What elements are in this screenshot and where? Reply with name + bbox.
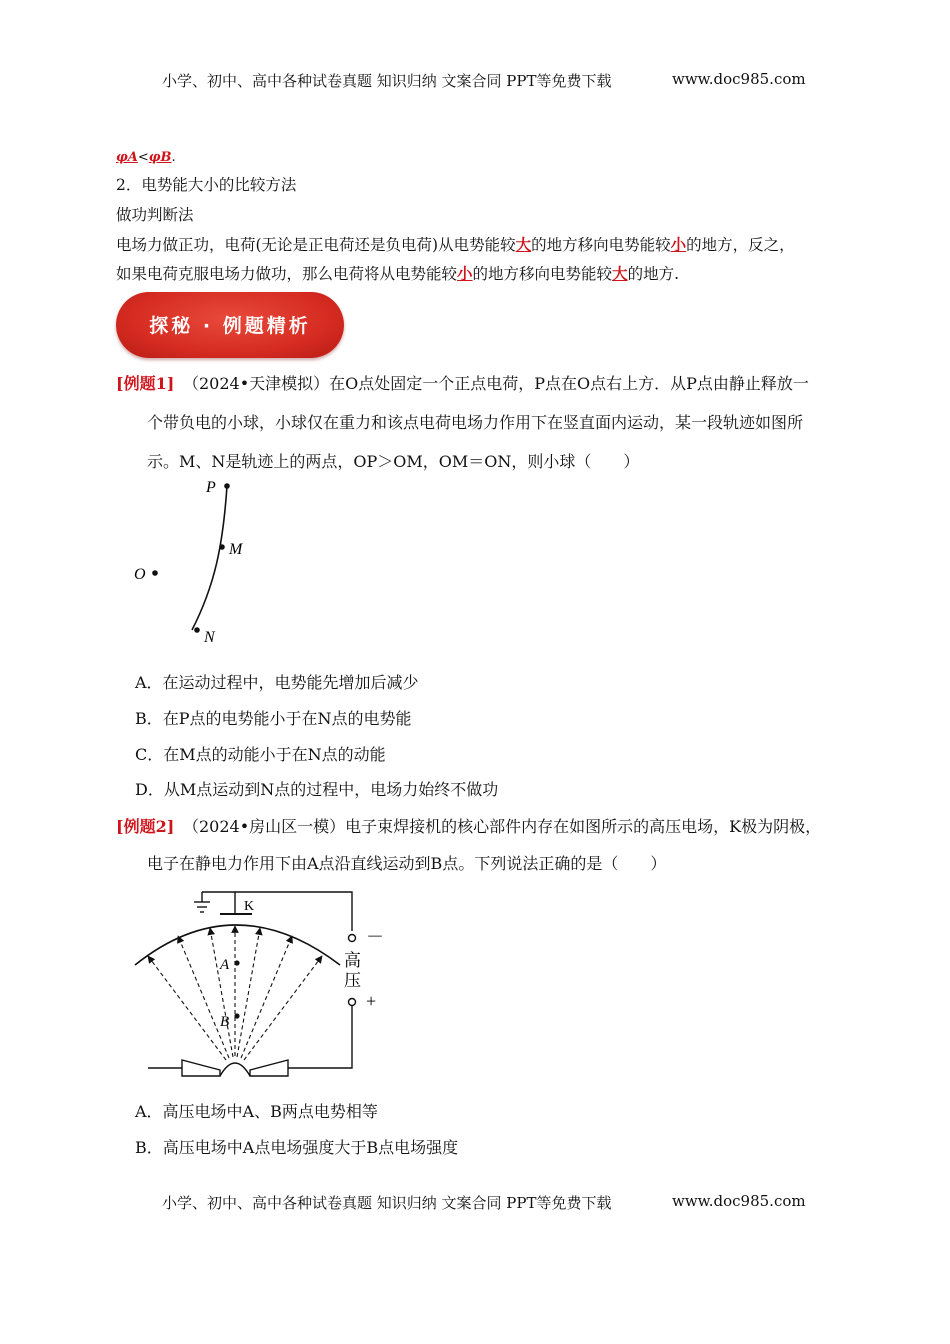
example1-option-a[interactable]: A．在运动过程中，电势能先增加后减少 bbox=[135, 673, 419, 692]
label-a: A bbox=[220, 957, 230, 973]
phi-b: φB bbox=[148, 150, 172, 165]
example1-figure bbox=[120, 470, 260, 650]
point-a-dot bbox=[234, 960, 239, 965]
section-line-2 bbox=[116, 262, 679, 284]
point-o-dot bbox=[152, 570, 158, 576]
label-o: O bbox=[134, 566, 146, 583]
highlight-big: 大 bbox=[612, 264, 628, 283]
examples-banner bbox=[116, 292, 344, 358]
line1-text-c: 的地方，反之， bbox=[686, 236, 795, 254]
example2-line-1: （2024•房山区一模）电子束焊接机的核心部件内存在如图所示的高压电场，K极为阴极， bbox=[183, 817, 822, 836]
period: . bbox=[171, 150, 176, 165]
label-n: N bbox=[204, 629, 215, 646]
example1-tag: [例题1] bbox=[116, 374, 175, 393]
example2-option-a[interactable]: A．高压电场中A、B两点电势相等 bbox=[135, 1102, 378, 1121]
line1-text-b: 的地方移向电势能较 bbox=[531, 236, 671, 254]
potential-comparison bbox=[116, 146, 176, 165]
ground-icon bbox=[194, 892, 210, 912]
header-left: 小学、初中、高中各种试卷真题 知识归纳 文案合同 PPT等免费下载 bbox=[162, 72, 612, 90]
field-lines bbox=[148, 926, 322, 1060]
point-b-dot bbox=[234, 1013, 239, 1018]
example1-option-d[interactable]: D．从M点运动到N点的过程中，电场力始终不做功 bbox=[135, 780, 499, 799]
label-ya: 压 bbox=[344, 971, 361, 990]
arc-anode bbox=[135, 925, 340, 965]
label-b: B bbox=[220, 1014, 230, 1030]
label-gao: 高 bbox=[344, 951, 361, 970]
example1-option-c[interactable]: C．在M点的动能小于在N点的动能 bbox=[135, 745, 386, 764]
right-electrode bbox=[250, 1060, 288, 1076]
footer-url[interactable]: www.doc985.com bbox=[672, 1192, 806, 1210]
example1-option-b[interactable]: B．在P点的电势能小于在N点的电势能 bbox=[135, 709, 412, 728]
example2-line-2: 电子在静电力作用下由A点沿直线运动到B点。下列说法正确的是（ ） bbox=[147, 854, 667, 873]
label-minus: － bbox=[366, 927, 384, 947]
example2-tag: [例题2] bbox=[116, 817, 175, 836]
highlight-small: 小 bbox=[670, 235, 687, 254]
example1-line-2: 个带负电的小球，小球仅在重力和该点电荷电场力作用下在竖直面内运动，某一段轨迹如图所 bbox=[147, 413, 804, 432]
point-m-dot bbox=[219, 544, 225, 550]
line2-text-a: 如果电荷克服电场力做功，那么电荷将从电势能较 bbox=[116, 265, 458, 283]
less-than: < bbox=[137, 150, 149, 165]
banner-text: 探秘 · 例题精析 bbox=[149, 315, 311, 337]
point-p-dot bbox=[224, 483, 230, 489]
line1-text-a: 电场力做正功，电荷(无论是正电荷还是负电荷)从电势能较 bbox=[116, 236, 516, 254]
highlight-small: 小 bbox=[457, 264, 473, 283]
label-m: M bbox=[229, 541, 243, 558]
left-electrode bbox=[182, 1060, 220, 1076]
footer-left: 小学、初中、高中各种试卷真题 知识归纳 文案合同 PPT等免费下载 bbox=[162, 1194, 612, 1212]
example2-figure bbox=[130, 880, 400, 1085]
label-k: K bbox=[244, 899, 255, 914]
trajectory-curve bbox=[192, 486, 227, 630]
section-subtitle: 做功判断法 bbox=[116, 206, 194, 224]
terminal-minus bbox=[349, 935, 356, 942]
emitter-dome bbox=[220, 1063, 250, 1076]
point-n-dot bbox=[194, 627, 200, 633]
highlight-big: 大 bbox=[515, 235, 532, 254]
terminal-plus bbox=[349, 999, 356, 1006]
line2-text-b: 的地方移向电势能较 bbox=[472, 265, 613, 283]
example2-option-b[interactable]: B．高压电场中A点电场强度大于B点电场强度 bbox=[135, 1138, 459, 1157]
label-plus: + bbox=[366, 991, 377, 1011]
section-line-1 bbox=[116, 233, 795, 255]
line2-text-c: 的地方. bbox=[627, 265, 679, 283]
header-url[interactable]: www.doc985.com bbox=[672, 70, 806, 88]
phi-a: φA bbox=[116, 150, 138, 165]
example1-line-1: （2024•天津模拟）在O点处固定一个正点电荷，P点在O点右上方．从P点由静止释放一 bbox=[183, 374, 809, 393]
section-title: 2．电势能大小的比较方法 bbox=[116, 176, 297, 194]
example1-line-3: 示。M、N是轨迹上的两点，OP＞OM，OM＝ON，则小球（ ） bbox=[147, 452, 640, 471]
label-p: P bbox=[206, 479, 216, 496]
